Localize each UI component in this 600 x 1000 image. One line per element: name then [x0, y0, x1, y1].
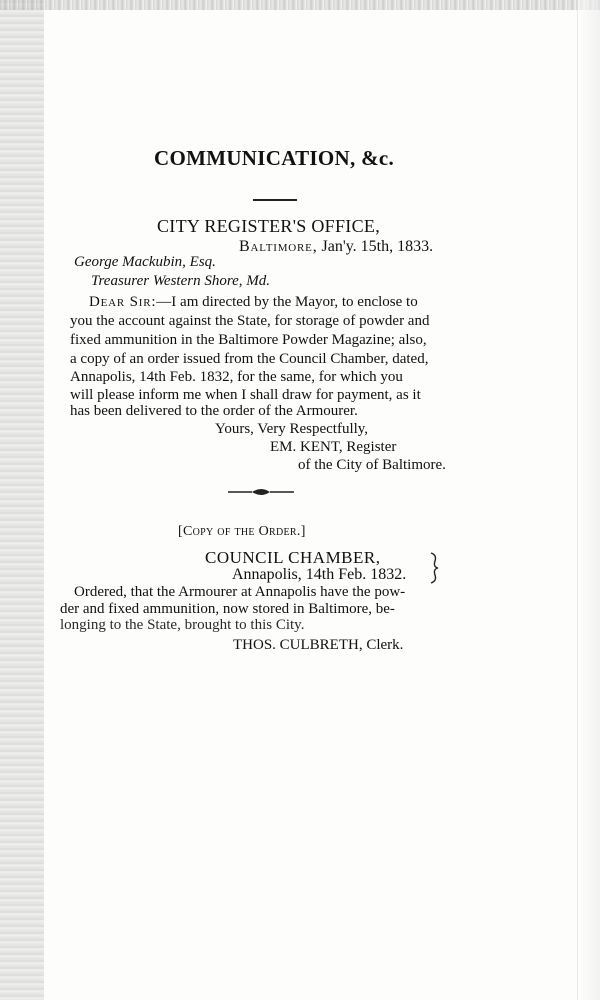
- page-title: COMMUNICATION, &c.: [154, 146, 395, 170]
- letter-signature-title: of the City of Baltimore.: [298, 457, 446, 473]
- letter-date-value: Jan'y. 15th, 1833.: [321, 238, 434, 255]
- letter-date-place: Baltimore,: [239, 238, 318, 255]
- ornament-divider: [228, 486, 294, 498]
- order-line: Ordered, that the Armourer at Annapolis have the pow-: [74, 584, 406, 600]
- letter-closing: Yours, Very Respectfully,: [215, 421, 369, 437]
- order-chamber: COUNCIL CHAMBER,: [205, 548, 381, 567]
- addressee-title: Treasurer Western Shore, Md.: [91, 273, 271, 289]
- order-line: der and fixed ammunition, now stored in Baltimore, be-: [60, 601, 395, 617]
- order-signature: THOS. CULBRETH, Clerk.: [233, 637, 404, 653]
- addressee-name: George Mackubin, Esq.: [74, 254, 216, 270]
- letter-body-line: fixed ammunition in the Baltimore Powder Magazine; also,: [70, 332, 427, 348]
- scan-edge-top: [0, 0, 600, 10]
- letter-body-line: you the account against the State, for storage of powder and: [70, 313, 430, 329]
- order-line: longing to the State, brought to this City.: [60, 617, 305, 633]
- order-bracket: [428, 551, 440, 585]
- letter-date: [239, 238, 433, 256]
- letter-body-line-text: —I am directed by the Mayor, to enclose to: [156, 294, 418, 310]
- salutation: Dear Sir:: [89, 294, 157, 310]
- letter-body-line: has been delivered to the order of the Armourer.: [70, 403, 358, 419]
- ornament-diamond: [252, 489, 270, 495]
- title-rule: [253, 199, 297, 201]
- letter-body-line: Annapolis, 14th Feb. 1832, for the same, for which you: [70, 369, 403, 385]
- letter-signature: EM. KENT, Register: [270, 439, 397, 455]
- order-header: [Copy of the Order.]: [178, 524, 306, 539]
- scan-edge-right: [577, 0, 600, 1000]
- scan-edge-left: [0, 0, 44, 1000]
- letter-office: CITY REGISTER'S OFFICE,: [157, 216, 380, 236]
- letter-body-line: a copy of an order issued from the Council Chamber, dated,: [70, 351, 429, 367]
- letter-body-line: [89, 294, 418, 311]
- order-date: Annapolis, 14th Feb. 1832.: [232, 566, 407, 583]
- letter-body-line: will please inform me when I shall draw for payment, as it: [70, 387, 421, 403]
